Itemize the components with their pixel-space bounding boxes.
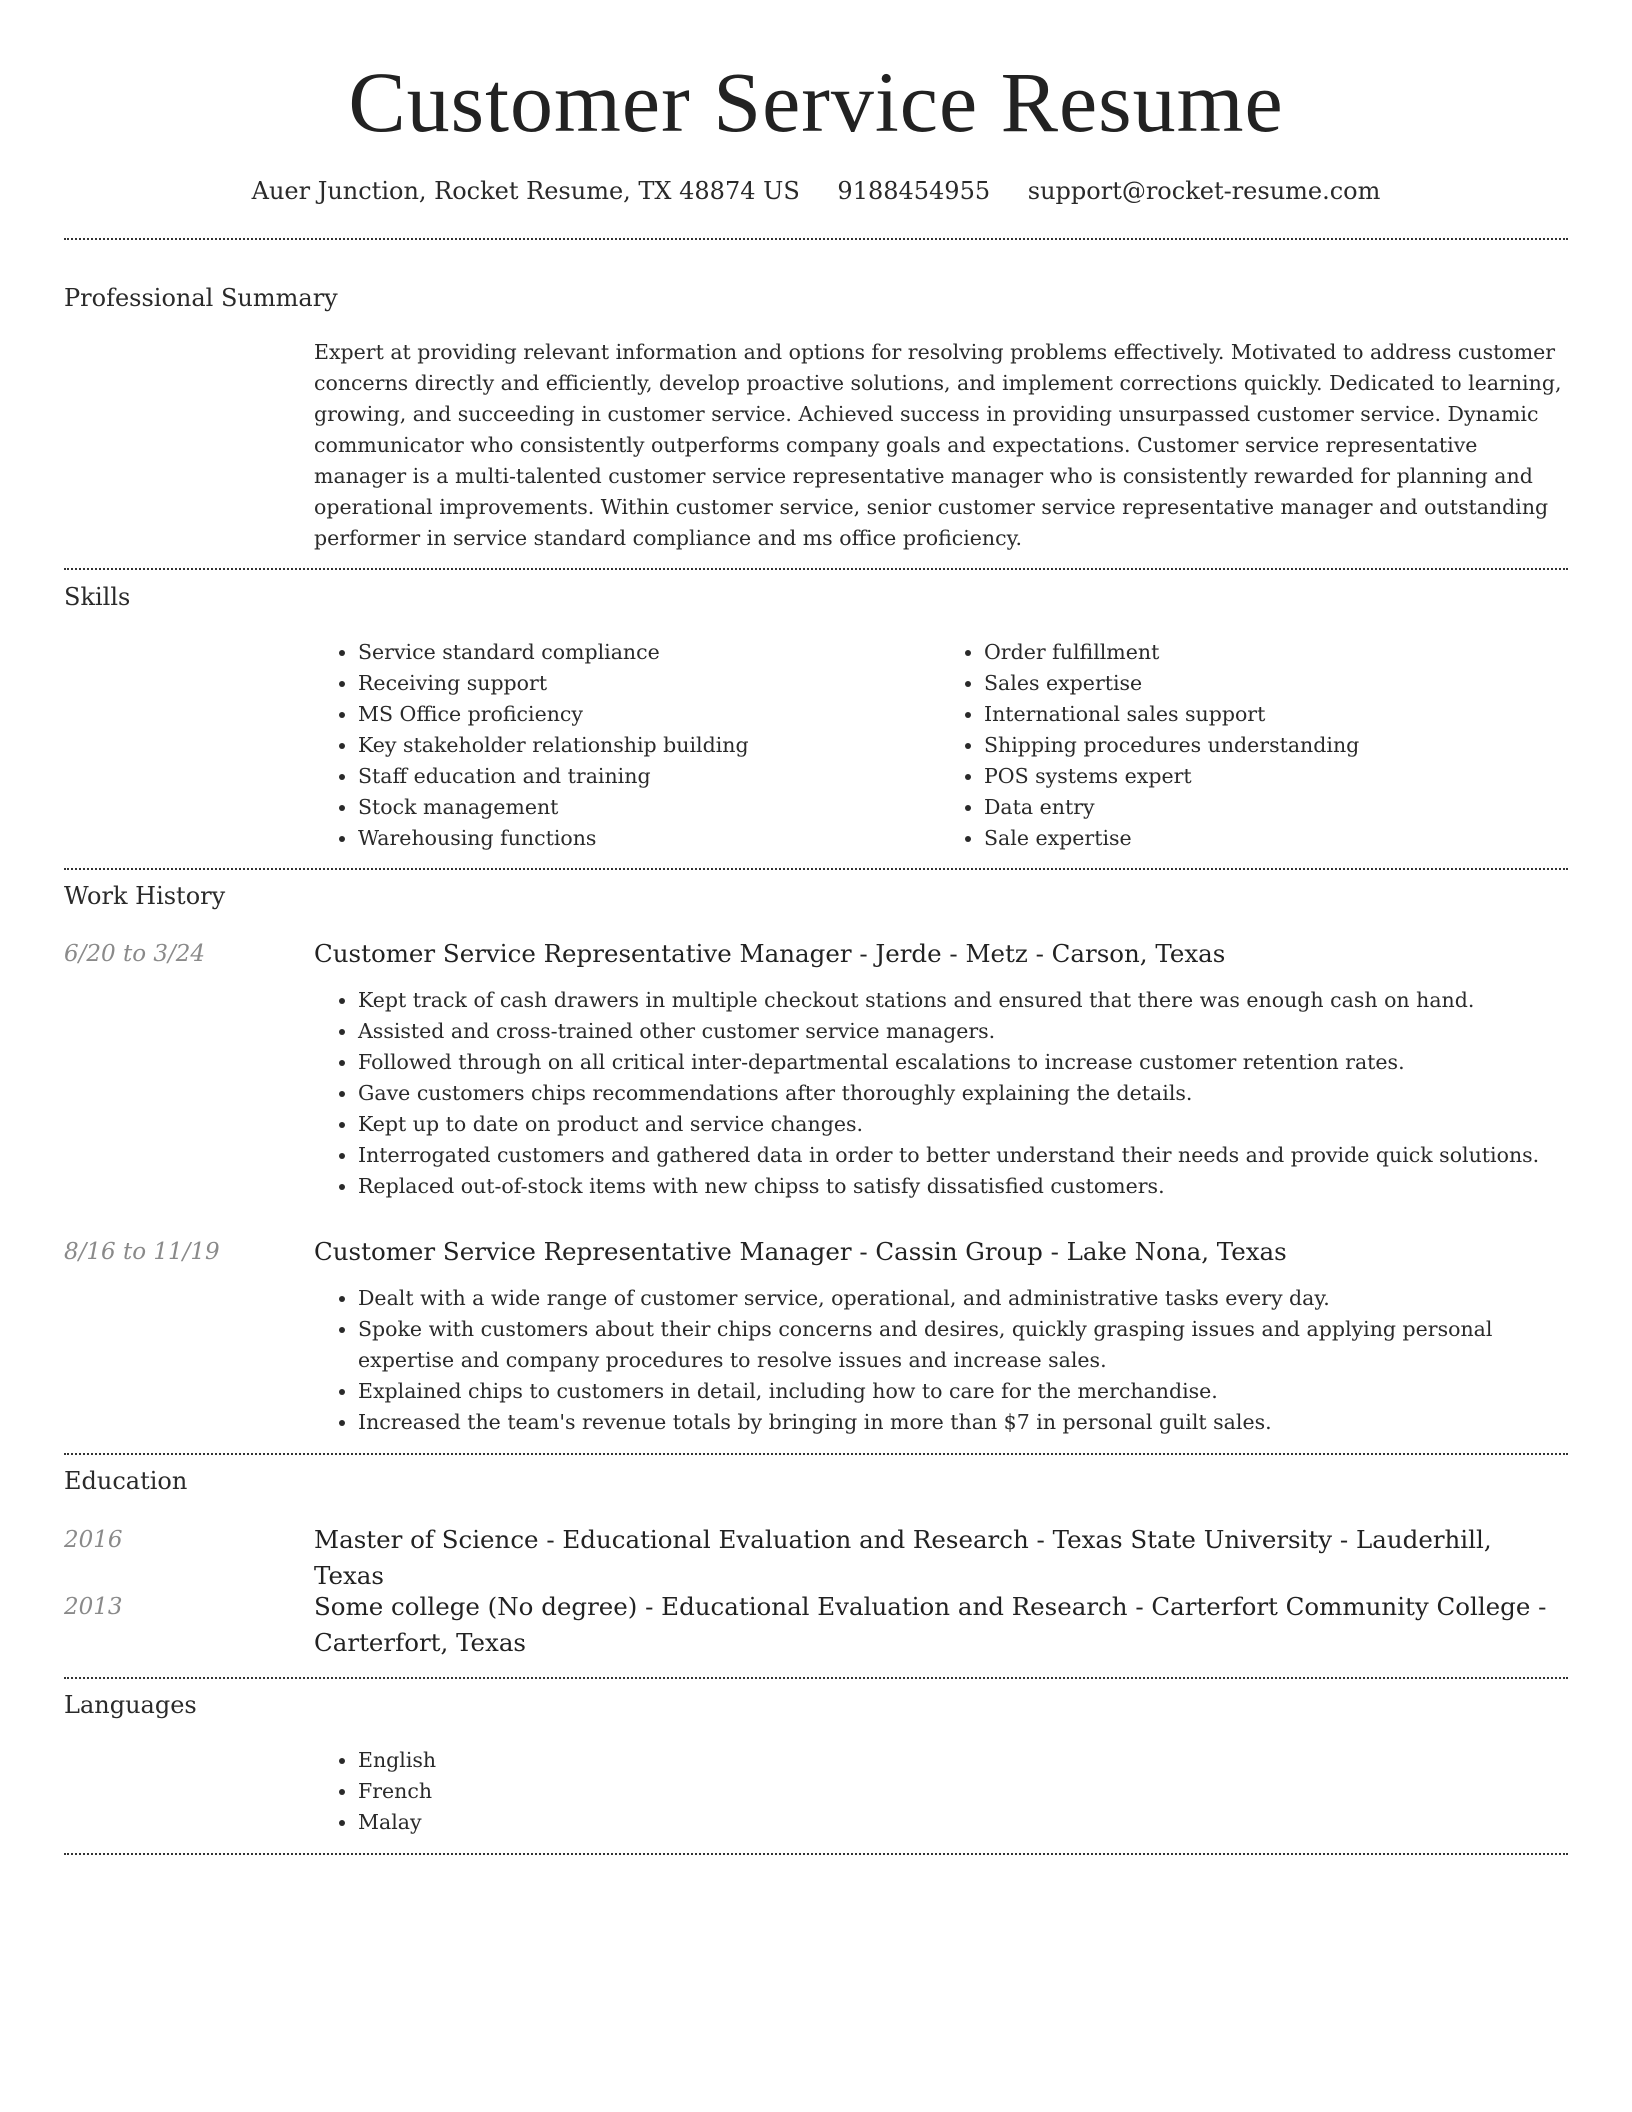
skill-item: • Receiving support	[358, 668, 940, 699]
job-bullet: • Replaced out-of-stock items with new chipss to satisfy dissatisfied customers.	[358, 1171, 1566, 1202]
skill-item: • Service standard compliance	[358, 637, 940, 668]
divider	[64, 238, 1568, 240]
divider	[64, 568, 1568, 570]
work-heading: Work History	[64, 882, 226, 910]
divider	[64, 1853, 1568, 1855]
skill-item: • Key stakeholder relationship building	[358, 730, 940, 761]
job-bullet: • Increased the team's revenue totals by bringing in more than $7 in personal guilt sales.	[358, 1407, 1566, 1438]
job-bullet: • Explained chips to customers in detail, including how to care for the merchandise.	[358, 1376, 1566, 1407]
job-bullets	[314, 1283, 1566, 1438]
job-title: Customer Service Representative Manager - Cassin Group - Lake Nona, Texas	[314, 1237, 1287, 1266]
skills-column-right	[940, 637, 1566, 854]
job-bullet: • Assisted and cross-trained other customer service managers.	[358, 1016, 1566, 1047]
skill-item: • Order fulfillment	[984, 637, 1566, 668]
skill-item: • Warehousing functions	[358, 823, 940, 854]
education-title: Master of Science - Educational Evaluation and Research - Texas State University - Lauderhill, Texas	[314, 1525, 1492, 1590]
skill-item: • Sale expertise	[984, 823, 1566, 854]
summary-text: Expert at providing relevant information and options for resolving problems effectively. Motivated to address customer concerns directly and efficiently, develop proactive solutions, and implement corrections quickly. Dedicated to learning, growing, and succeeding in customer service. Achieved success in providing unsurpassed customer service. Dynamic communicator who consistently outperforms company goals and expectations. Customer service representative manager is a multi-talented customer service representative manager who is consistently rewarded for planning and operational improvements. Within customer service, senior customer service representative manager and outstanding performer in service standard compliance and ms office proficiency.	[314, 340, 1562, 550]
job-title: Customer Service Representative Manager - Jerde - Metz - Carson, Texas	[314, 939, 1226, 968]
contact-email: support@rocket-resume.com	[1027, 177, 1381, 205]
job-bullet: • Interrogated customers and gathered data in order to better understand their needs and provide quick solutions.	[358, 1140, 1566, 1171]
job-bullet: • Kept track of cash drawers in multiple checkout stations and ensured that there was enough cash on hand.	[358, 985, 1566, 1016]
divider	[64, 1677, 1568, 1679]
job-bullet: • Gave customers chips recommendations after thoroughly explaining the details.	[358, 1078, 1566, 1109]
job-bullet: • Followed through on all critical inter-departmental escalations to increase customer retention rates.	[358, 1047, 1566, 1078]
job-dates: 6/20 to 3/24	[64, 941, 206, 967]
job-dates: 8/16 to 11/19	[64, 1239, 220, 1265]
contact-line	[0, 176, 1632, 206]
skill-item: • International sales support	[984, 699, 1566, 730]
summary-heading: Professional Summary	[64, 284, 338, 312]
skills-heading: Skills	[64, 583, 131, 611]
language-item: • English	[358, 1745, 1566, 1776]
contact-address: Auer Junction, Rocket Resume, TX 48874 US	[251, 177, 800, 205]
education-title: Some college (No degree) - Educational Evaluation and Research - Carterfort Community College - Carterfort, Texas	[314, 1592, 1547, 1657]
divider	[64, 868, 1568, 870]
job-bullet: • Spoke with customers about their chips concerns and desires, quickly grasping issues and applying personal expertise and company procedures to resolve issues and increase sales.	[358, 1314, 1566, 1376]
skill-item: • Shipping procedures understanding	[984, 730, 1566, 761]
job-bullet: • Kept up to date on product and service changes.	[358, 1109, 1566, 1140]
job-bullet: • Dealt with a wide range of customer service, operational, and administrative tasks every day.	[358, 1283, 1566, 1314]
skills-list	[314, 637, 1566, 854]
language-item: • Malay	[358, 1807, 1566, 1838]
job-bullets	[314, 985, 1566, 1202]
language-item: • French	[358, 1776, 1566, 1807]
skill-item: • Stock management	[358, 792, 940, 823]
skill-item: • POS systems expert	[984, 761, 1566, 792]
resume-title: Customer Service Resume	[348, 54, 1284, 150]
divider	[64, 1453, 1568, 1455]
skill-item: • Data entry	[984, 792, 1566, 823]
education-year: 2016	[64, 1527, 123, 1553]
education-year: 2013	[64, 1594, 123, 1620]
skill-item: • Staff education and training	[358, 761, 940, 792]
contact-phone: 9188454955	[837, 177, 991, 205]
education-heading: Education	[64, 1467, 188, 1495]
skills-column-left	[314, 637, 940, 854]
languages-heading: Languages	[64, 1691, 197, 1719]
skill-item: • Sales expertise	[984, 668, 1566, 699]
languages-list	[314, 1745, 1566, 1838]
resume-header	[0, 0, 1632, 206]
skill-item: • MS Office proficiency	[358, 699, 940, 730]
